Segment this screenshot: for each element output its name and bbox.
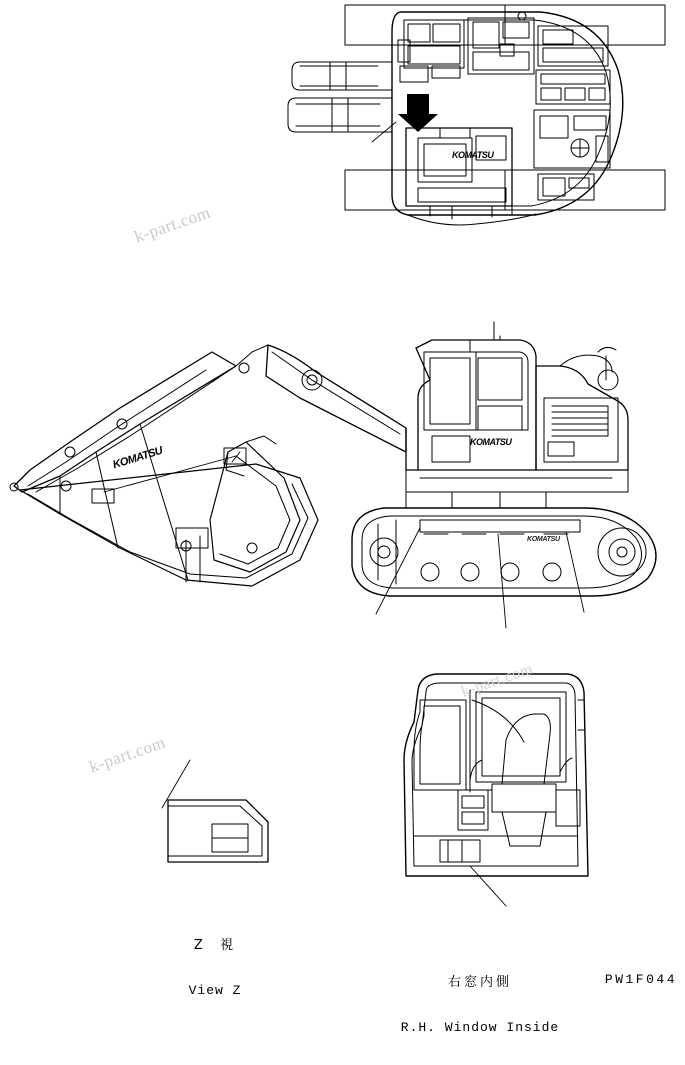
view-z-outline <box>168 800 268 862</box>
house-grille-lines <box>552 412 608 430</box>
leader-track-2 <box>498 534 506 628</box>
watermark-1: k-part.com <box>131 202 213 247</box>
roller-2 <box>461 563 479 581</box>
boom-logo: KOMATSU <box>111 444 164 472</box>
cab-window-front <box>430 358 470 424</box>
caption-rh-window-en: R.H. Window Inside <box>400 1020 560 1035</box>
panel-d <box>536 70 610 104</box>
pivot-tip <box>10 483 18 491</box>
seat-rails <box>440 128 470 138</box>
cyl-lower-lines <box>296 104 380 126</box>
cab-view-group <box>404 674 588 906</box>
counterweight-top <box>560 355 612 372</box>
caption-view-z <box>120 908 310 1028</box>
leader-track-3 <box>566 532 584 612</box>
panel-a3 <box>408 46 460 64</box>
caption-rh-window <box>355 945 605 1065</box>
cab-outline <box>406 340 536 470</box>
panel-d1 <box>541 74 605 84</box>
part-number: PW1F044 <box>604 972 677 987</box>
cab-front-window <box>414 700 466 790</box>
pedal-lines <box>448 840 462 862</box>
seat-cushion <box>492 784 556 812</box>
leader-view-z <box>162 760 190 808</box>
seat-pedestal <box>502 812 546 846</box>
idler-hub <box>378 546 390 558</box>
glass-reflection <box>472 700 524 742</box>
panel-b4 <box>500 44 514 56</box>
panel-e1 <box>540 116 568 138</box>
cab-roof-ticks <box>470 336 500 352</box>
boom-decal-plate <box>92 489 114 503</box>
revolving-frame <box>406 470 628 492</box>
panel-d3 <box>565 88 585 100</box>
console-left-panel-2 <box>462 812 484 824</box>
sprocket-center <box>617 547 627 557</box>
caption-view-z-en: View Z <box>188 983 242 998</box>
cab-door-lower <box>478 406 522 430</box>
cyl-lower-outline <box>288 98 392 132</box>
pivot-c <box>65 447 75 457</box>
linkage-outline <box>20 464 318 586</box>
panel-b3 <box>473 52 529 70</box>
view-z-group <box>162 760 268 862</box>
track-frame-beam <box>420 520 580 532</box>
seat-back <box>502 714 550 784</box>
linkage-inner <box>28 484 308 578</box>
leader-track-1 <box>376 528 420 614</box>
watermark-3: k-part.com <box>459 660 536 701</box>
pivot-f <box>247 543 257 553</box>
sprocket-hub <box>609 539 635 565</box>
cab-rear-ticks <box>578 700 584 730</box>
cab-window-side <box>478 358 522 400</box>
cab-lower-panel <box>432 436 470 462</box>
pivot-a <box>239 363 249 373</box>
console-left-panel <box>462 796 484 808</box>
panel-d4 <box>589 88 605 100</box>
roller-3 <box>501 563 519 581</box>
boom-outline <box>266 345 406 452</box>
direction-arrow <box>398 94 438 132</box>
panel-d2 <box>541 88 561 100</box>
house-latch <box>548 442 574 456</box>
pivot-d <box>61 481 71 491</box>
caption-view-z-jp: Z 視 <box>193 938 237 953</box>
idler <box>370 538 398 566</box>
frame-posts <box>406 492 546 508</box>
bucket-inner <box>220 456 290 564</box>
idler-lines <box>378 520 396 584</box>
arm-inner-2 <box>36 378 218 492</box>
mirror-arm <box>598 347 616 352</box>
cyl-lower-collar <box>332 98 348 132</box>
side-view-group <box>10 322 656 628</box>
cab-front-window-inner <box>420 706 460 784</box>
track-logo: KOMATSU <box>527 536 560 543</box>
linkage-webs <box>60 424 188 580</box>
sprocket <box>598 528 646 576</box>
panel-e2 <box>574 116 606 130</box>
watermark-2: k-part.com <box>86 732 168 777</box>
top-view-logo: KOMATSU <box>452 150 494 160</box>
boom-top-edge <box>212 345 268 382</box>
panel-e <box>534 110 610 168</box>
leader-rh-window <box>470 866 506 906</box>
cab-logo: KOMATSU <box>470 437 512 447</box>
pedal-block <box>440 840 480 862</box>
roller-4 <box>543 563 561 581</box>
callout-box-top-left <box>345 5 505 45</box>
roller-1 <box>421 563 439 581</box>
top-view-group <box>288 5 665 225</box>
panel-e3 <box>596 136 608 162</box>
linkage-rib <box>186 536 200 582</box>
exhaust-ring <box>598 370 618 390</box>
caption-rh-window-jp: 右窓内側 <box>447 975 512 990</box>
bucket-link-top <box>246 436 276 444</box>
cyl-upper-lines <box>300 66 378 86</box>
house-grille <box>552 406 608 436</box>
